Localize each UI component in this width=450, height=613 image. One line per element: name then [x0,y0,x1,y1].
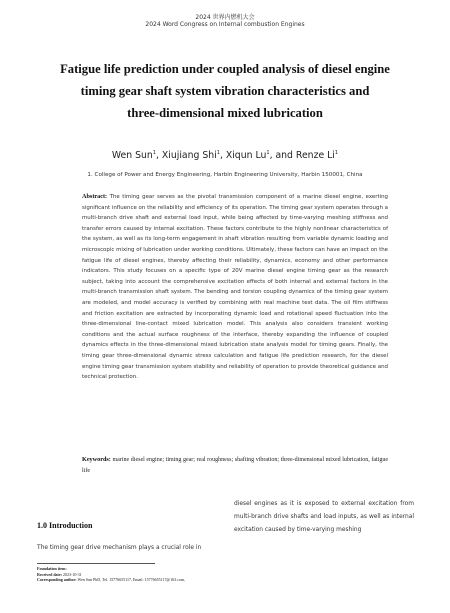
author-separator: , [155,150,162,162]
abstract-text: The timing gear serves as the pivotal transmission component of a marine diesel engine, exerting significant influence on the reliability and efficiency of its operation. The timing gear system operates through a multi-branch drive shaft and external load input, while being affected by time-varying meshing stiffness and transfer errors caused by internal excitation. These factors contribute to the highly nonlinear characteristics of the system, as well as its long-term engagement in shaft vibration resulting from variable dynamic loading and microscopic mixing of lubrication under working conditions. Ultimately, these factors can have an impact on the fatigue life of diesel engines, thereby affecting their reliability, dynamics, economy and other performance indicators. This study focuses on a specific type of 20V marine diesel engine timing gear as the research subject, taking into account the comprehensive excitation effects of both internal and external factors in the multi-branch transmission shaft system. The bending and torsion coupling dynamics of the timing gear system are modeled, and model accuracy is verified by combining with real machine test data. The oil film stiffness and friction excitation are extracted by incorporating dynamic load and rotational speed fluctuation into the three-dimensional line-contact mixed lubrication model. This analysis also considers transient working conditions and the actual surface roughness of the interface, thereby expanding the influence of coupled dynamics effects in the three-dimensional mixed lubrication state analysis model for timing gears. Finally, the timing gear three-dimensional dynamic stress calculation and fatigue life prediction research, for the diesel engine timing gear transmission system stability and reliability of operation to provide theoretical guidance and technical protection. [82,194,388,381]
abstract [82,192,388,383]
author-separator: , [219,150,226,162]
footnote-received-value: 2023-10-31 [63,571,82,577]
author-separator: , and [269,150,296,162]
keywords-text: marine diesel engine; timing gear; real roughness; shafting vibration; three-dimensional mixed lubrication, fatigue life [82,457,389,474]
section-heading: 1.0 Introduction [37,521,93,530]
author-affiliation-mark: 1 [216,150,220,156]
abstract-label: Abstract: [82,193,108,200]
author-affiliation-mark: 1 [334,150,339,156]
paper-title [20,58,430,124]
author-name: Wen Sun [111,150,153,162]
keywords [82,454,388,477]
footnote-author-label: Corresponding author: [37,577,77,583]
footnote-received-label: Received date: [37,571,62,577]
intro-left-column: The timing gear drive mechanism plays a crucial role in [37,545,202,551]
author-affiliation-mark: 1 [266,150,270,156]
conference-name-cn: 2024 世界内燃机大会 [195,14,255,21]
conference-name-en: 2024 Word Congress on Internal combustion Engines [145,21,305,28]
author-affiliation-mark: 1 [152,150,156,156]
author-name: Xiqun Lu [225,150,267,162]
footnote-divider [37,563,155,564]
title-line-3: three-dimensional mixed lubrication [127,106,323,120]
footnote [37,566,185,583]
footnote-author-value: Wen Sun PhD, Tel. 15776655117, Email: 15776655117@163.com, [77,577,186,583]
title-line-1: Fatigue life prediction under coupled analysis of diesel engine [60,62,390,76]
author-list [0,150,450,161]
footnote-author [37,577,185,583]
intro-right-column: diesel engines as it is exposed to external excitation from multi-branch drive shafts and load inputs, as well as internal excitation caused by time-varying meshing [234,501,414,533]
author-name: Renze Li [295,150,335,162]
title-line-2: timing gear shaft system vibration characteristics and [80,84,370,98]
footnote-foundation-label: Foundation item: [37,566,67,571]
affiliation: 1. College of Power and Energy Engineering, Harbin Engineering University, Harbin 150001, China [87,172,363,178]
keywords-label: Keywords: [82,456,111,463]
author-name: Xiujiang Shi [161,150,217,162]
